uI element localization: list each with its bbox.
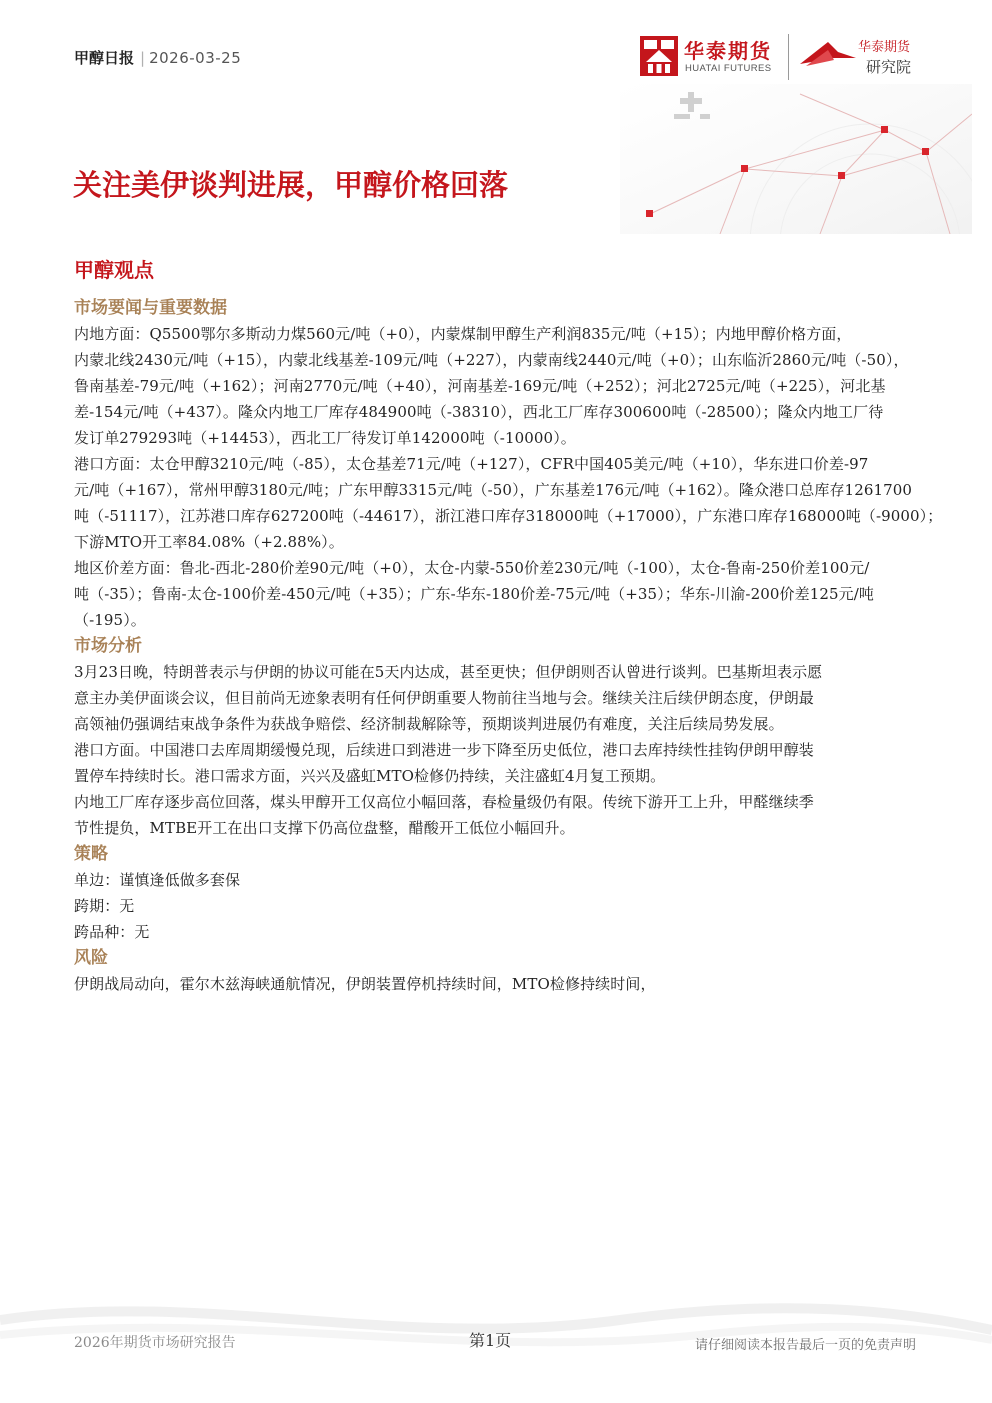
logo-text-cn: 华泰期货 [684,39,772,63]
text-line: 下游MTO开工率84.08%（+2.88%）。 [74,533,344,551]
text-line: 地区价差方面：鲁北-西北-280价差90元/吨（+0），太仓-内蒙-550价差230元/吨（-100），太仓-鲁南-250价差100元/ [74,559,870,577]
logo-text-en: HUATAI FUTURES [685,63,772,74]
footer-disclaimer: 请仔细阅读本报告最后一页的免责声明 [694,1338,916,1353]
page-footer [74,1322,916,1352]
strategy-cross: 跨品种：无 [74,923,150,941]
text-line: 吨（-51117），江苏港口库存627200吨（-44617），浙江港口库存318000吨（+17000），广东港口库存168000吨（-9000）； [74,507,943,525]
text-line: 港口方面。中国港口去库周期缓慢兑现，后续进口到港进一步下降至历史低位，港口去库持续性挂钩伊朗甲醇装 [74,741,814,759]
report-date: 2026-03-25 [149,48,242,67]
text-line: 高领袖仍强调结束战争条件为获战争赔偿、经济制裁解除等，预期谈判进展仍有难度，关注后续局势发展。 [74,715,784,733]
paragraph-strategy [74,867,940,945]
paragraph-analysis-1 [74,659,940,737]
paragraph-analysis-2 [74,737,940,789]
text-line: 发订单279293吨（+14453），西北工厂待发订单142000吨（-10000）。 [74,429,576,447]
network-decoration-icon [620,84,972,234]
paragraph-news-inland [74,321,940,451]
page-number: 第1页 [469,1331,512,1350]
section-title-view: 甲醇观点 [74,258,154,282]
subsection-title-analysis: 市场分析 [74,636,142,656]
report-header [74,47,241,68]
text-line: 港口方面：太仓甲醇3210元/吨（-85），太仓基差71元/吨（+127），CFR中国405美元/吨（+10），华东进口价差-97 [74,455,869,473]
strategy-single: 单边：谨慎逢低做多套保 [74,871,241,889]
huatai-logo-icon [640,36,678,76]
report-title: 关注美伊谈判进展，甲醇价格回落 [73,168,509,202]
paragraph-risk [74,971,940,997]
text-line: 内地工厂库存逐步高位回落，煤头甲醇开工仅高位小幅回落，春检量级仍有限。传统下游开工上升，甲醛继续季 [74,793,814,811]
text-line: 元/吨（+167），常州甲醇3180元/吨；广东甲醇3315元/吨（-50），广东基差176元/吨（+162）。隆众港口总库存1261700 [74,481,913,499]
text-line: 3月23日晚，特朗普表示与伊朗的协议可能在5天内达成，甚至更快；但伊朗则否认曾进行谈判。巴基斯坦表示愿 [74,663,823,681]
institute-name-line1: 华泰期货 [858,40,911,55]
text-line: 意主办美伊面谈会议，但目前尚无迹象表明有任何伊朗重要人物前往当地与会。继续关注后续伊朗态度，伊朗最 [74,689,814,707]
header-separator: | [140,48,146,67]
subsection-title-news: 市场要闻与重要数据 [74,298,227,318]
institute-logo-icon [798,38,858,68]
subsection-title-risk: 风险 [74,948,108,968]
strategy-spread: 跨期：无 [74,897,135,915]
text-line: 内蒙北线2430元/吨（+15），内蒙北线基差-109元/吨（+227），内蒙南线2440元/吨（+0）；山东临沂2860元/吨（-50）， [74,351,909,369]
text-line: 伊朗战局动向，霍尔木兹海峡通航情况，伊朗装置停机持续时间，MTO检修持续时间， [74,975,656,993]
text-line: 置停车持续时长。港口需求方面，兴兴及盛虹MTO检修仍持续，关注盛虹4月复工预期。 [74,767,666,785]
text-line: 差-154元/吨（+437）。隆众内地工厂库存484900吨（-38310），西北工厂库存300600吨（-28500）；隆众内地工厂待 [74,403,884,421]
paragraph-analysis-3 [74,789,940,841]
report-body [74,255,943,997]
text-line: 鲁南基差-79元/吨（+162）；河南2770元/吨（+40），河南基差-169元/吨（+252）；河北2725元/吨（+225），河北基 [74,377,886,395]
text-line: 内地方面：Q5500鄂尔多斯动力煤560元/吨（+0），内蒙煤制甲醇生产利润835元/吨（+15）；内地甲醇价格方面， [74,325,852,343]
paragraph-news-port [74,451,943,555]
report-type: 甲醇日报 [74,49,135,67]
institute-name-line2: 研究院 [866,58,912,76]
footer-report-name: 2026年期货市场研究报告 [74,1335,236,1351]
paragraph-news-region [74,555,940,633]
company-logo [640,32,930,84]
logo-divider [788,34,789,80]
text-line: 吨（-35）；鲁南-太仓-100价差-450元/吨（+35）；广东-华东-180价差-75元/吨（+35）；华东-川渝-200价差125元/吨 [74,585,875,603]
title-banner [20,84,972,234]
text-line: （-195）。 [74,611,146,629]
text-line: 节性提负，MTBE开工在出口支撑下仍高位盘整，醋酸开工低位小幅回升。 [74,819,575,837]
subsection-title-strategy: 策略 [74,844,108,864]
